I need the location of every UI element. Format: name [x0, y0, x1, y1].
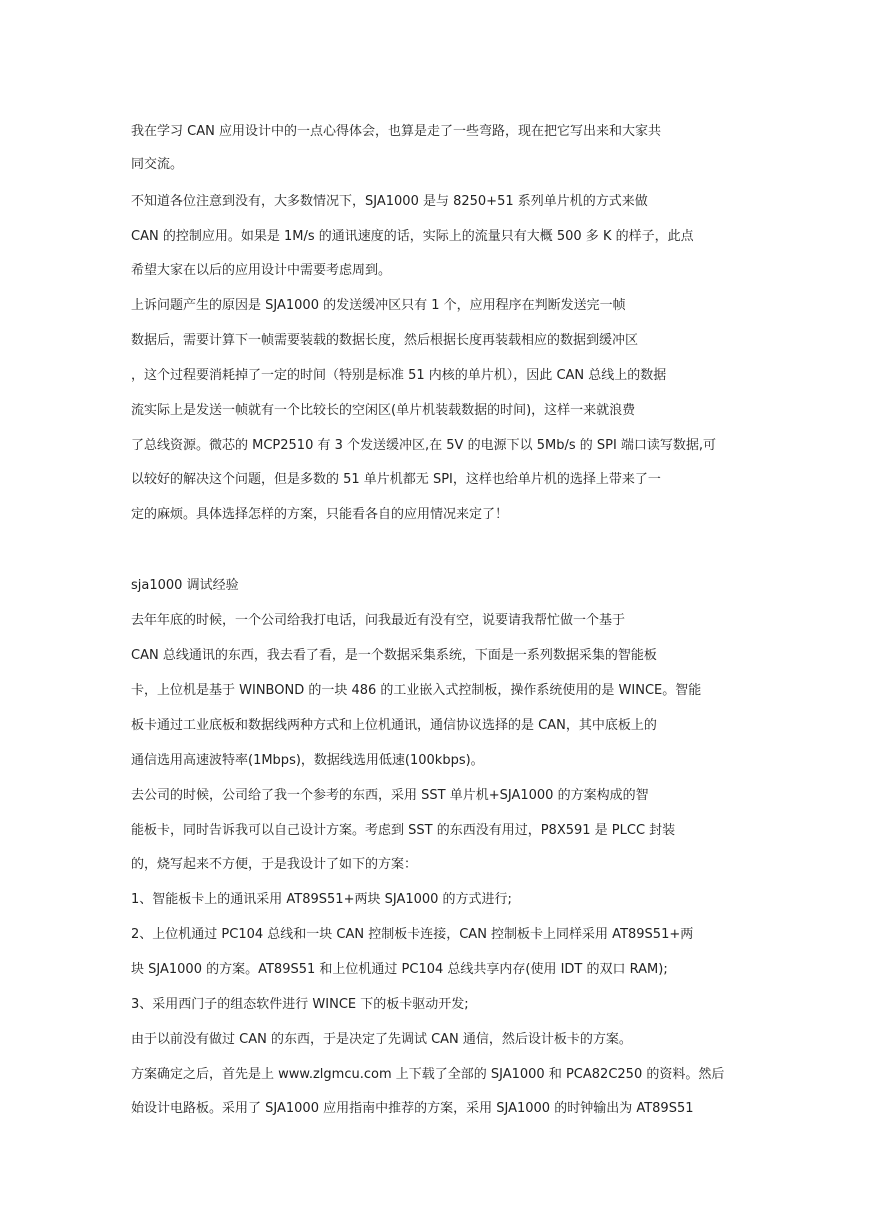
text-line: 流实际上是发送一帧就有一个比较长的空闲区(单片机装载数据的时间)，这样一来就浪费	[131, 403, 636, 418]
text-line: 我在学习 CAN 应用设计中的一点心得体会，也算是走了一些弯路，现在把它写出来和大家共	[131, 124, 661, 139]
text-line: 上诉问题产生的原因是 SJA1000 的发送缓冲区只有 1 个，应用程序在判断发送完一帧	[131, 298, 626, 313]
text-line: 通信选用高速波特率(1Mbps)，数据线选用低速(100kbps)。	[131, 753, 484, 768]
text-line: 始设计电路板。采用了 SJA1000 应用指南中推荐的方案，采用 SJA1000 的时钟输出为 AT89S51	[131, 1101, 694, 1116]
text-line: 不知道各位注意到没有，大多数情况下，SJA1000 是与 8250+51 系列单片机的方式来做	[131, 194, 648, 209]
text-line: 的，烧写起来不方便，于是我设计了如下的方案：	[131, 857, 418, 872]
text-line: 块 SJA1000 的方案。AT89S51 和上位机通过 PC104 总线共享内存(使用 IDT 的双口 RAM);	[131, 962, 668, 977]
text-line: 数据后，需要计算下一帧需要装载的数据长度，然后根据长度再装载相应的数据到缓冲区	[131, 333, 639, 348]
text-line: ，这个过程要消耗掉了一定的时间（特别是标准 51 内核的单片机），因此 CAN 总线上的数据	[131, 368, 667, 383]
list-item: 3、采用西门子的组态软件进行 WINCE 下的板卡驱动开发;	[131, 997, 469, 1012]
text-line: 以较好的解决这个问题，但是多数的 51 单片机都无 SPI，这样也给单片机的选择上带来了一	[131, 472, 661, 487]
text-line: CAN 的控制应用。如果是 1M/s 的通讯速度的话，实际上的流量只有大概 500 多 K 的样子，此点	[131, 229, 694, 244]
list-item: 1、智能板卡上的通讯采用 AT89S51+两块 SJA1000 的方式进行;	[131, 892, 512, 907]
text-line: CAN 总线通讯的东西，我去看了看，是一个数据采集系统，下面是一系列数据采集的智能板	[131, 648, 657, 663]
text-line: 希望大家在以后的应用设计中需要考虑周到。	[131, 263, 392, 278]
text-line: 定的麻烦。具体选择怎样的方案，只能看各自的应用情况来定了！	[131, 507, 509, 522]
text-line: 去年年底的时候，一个公司给我打电话，问我最近有没有空，说要请我帮忙做一个基于	[131, 613, 626, 628]
text-line: 板卡通过工业底板和数据线两种方式和上位机通讯，通信协议选择的是 CAN，其中底板上的	[131, 718, 657, 733]
text-line: 了总线资源。微芯的 MCP2510 有 3 个发送缓冲区,在 5V 的电源下以 5Mb/s 的 SPI 端口读写数据,可	[131, 438, 717, 453]
section-heading: sja1000 调试经验	[131, 578, 239, 593]
text-line: 去公司的时候，公司给了我一个参考的东西，采用 SST 单片机+SJA1000 的方案构成的智	[131, 788, 649, 803]
text-line: 能板卡，同时告诉我可以自己设计方案。考虑到 SST 的东西没有用过，P8X591 是 PLCC 封装	[131, 823, 676, 838]
text-line: 由于以前没有做过 CAN 的东西，于是决定了先调试 CAN 通信，然后设计板卡的方案。	[131, 1032, 632, 1047]
text-line: 方案确定之后，首先是上 www.zlgmcu.com 上下载了全部的 SJA1000 和 PCA82C250 的资料。然后	[131, 1067, 725, 1082]
text-line: 卡，上位机是基于 WINBOND 的一块 486 的工业嵌入式控制板，操作系统使用的是 WINCE。智能	[131, 683, 702, 698]
list-item: 2、上位机通过 PC104 总线和一块 CAN 控制板卡连接，CAN 控制板卡上同样采用 AT89S51+两	[131, 927, 694, 942]
text-line: 同交流。	[131, 157, 184, 172]
